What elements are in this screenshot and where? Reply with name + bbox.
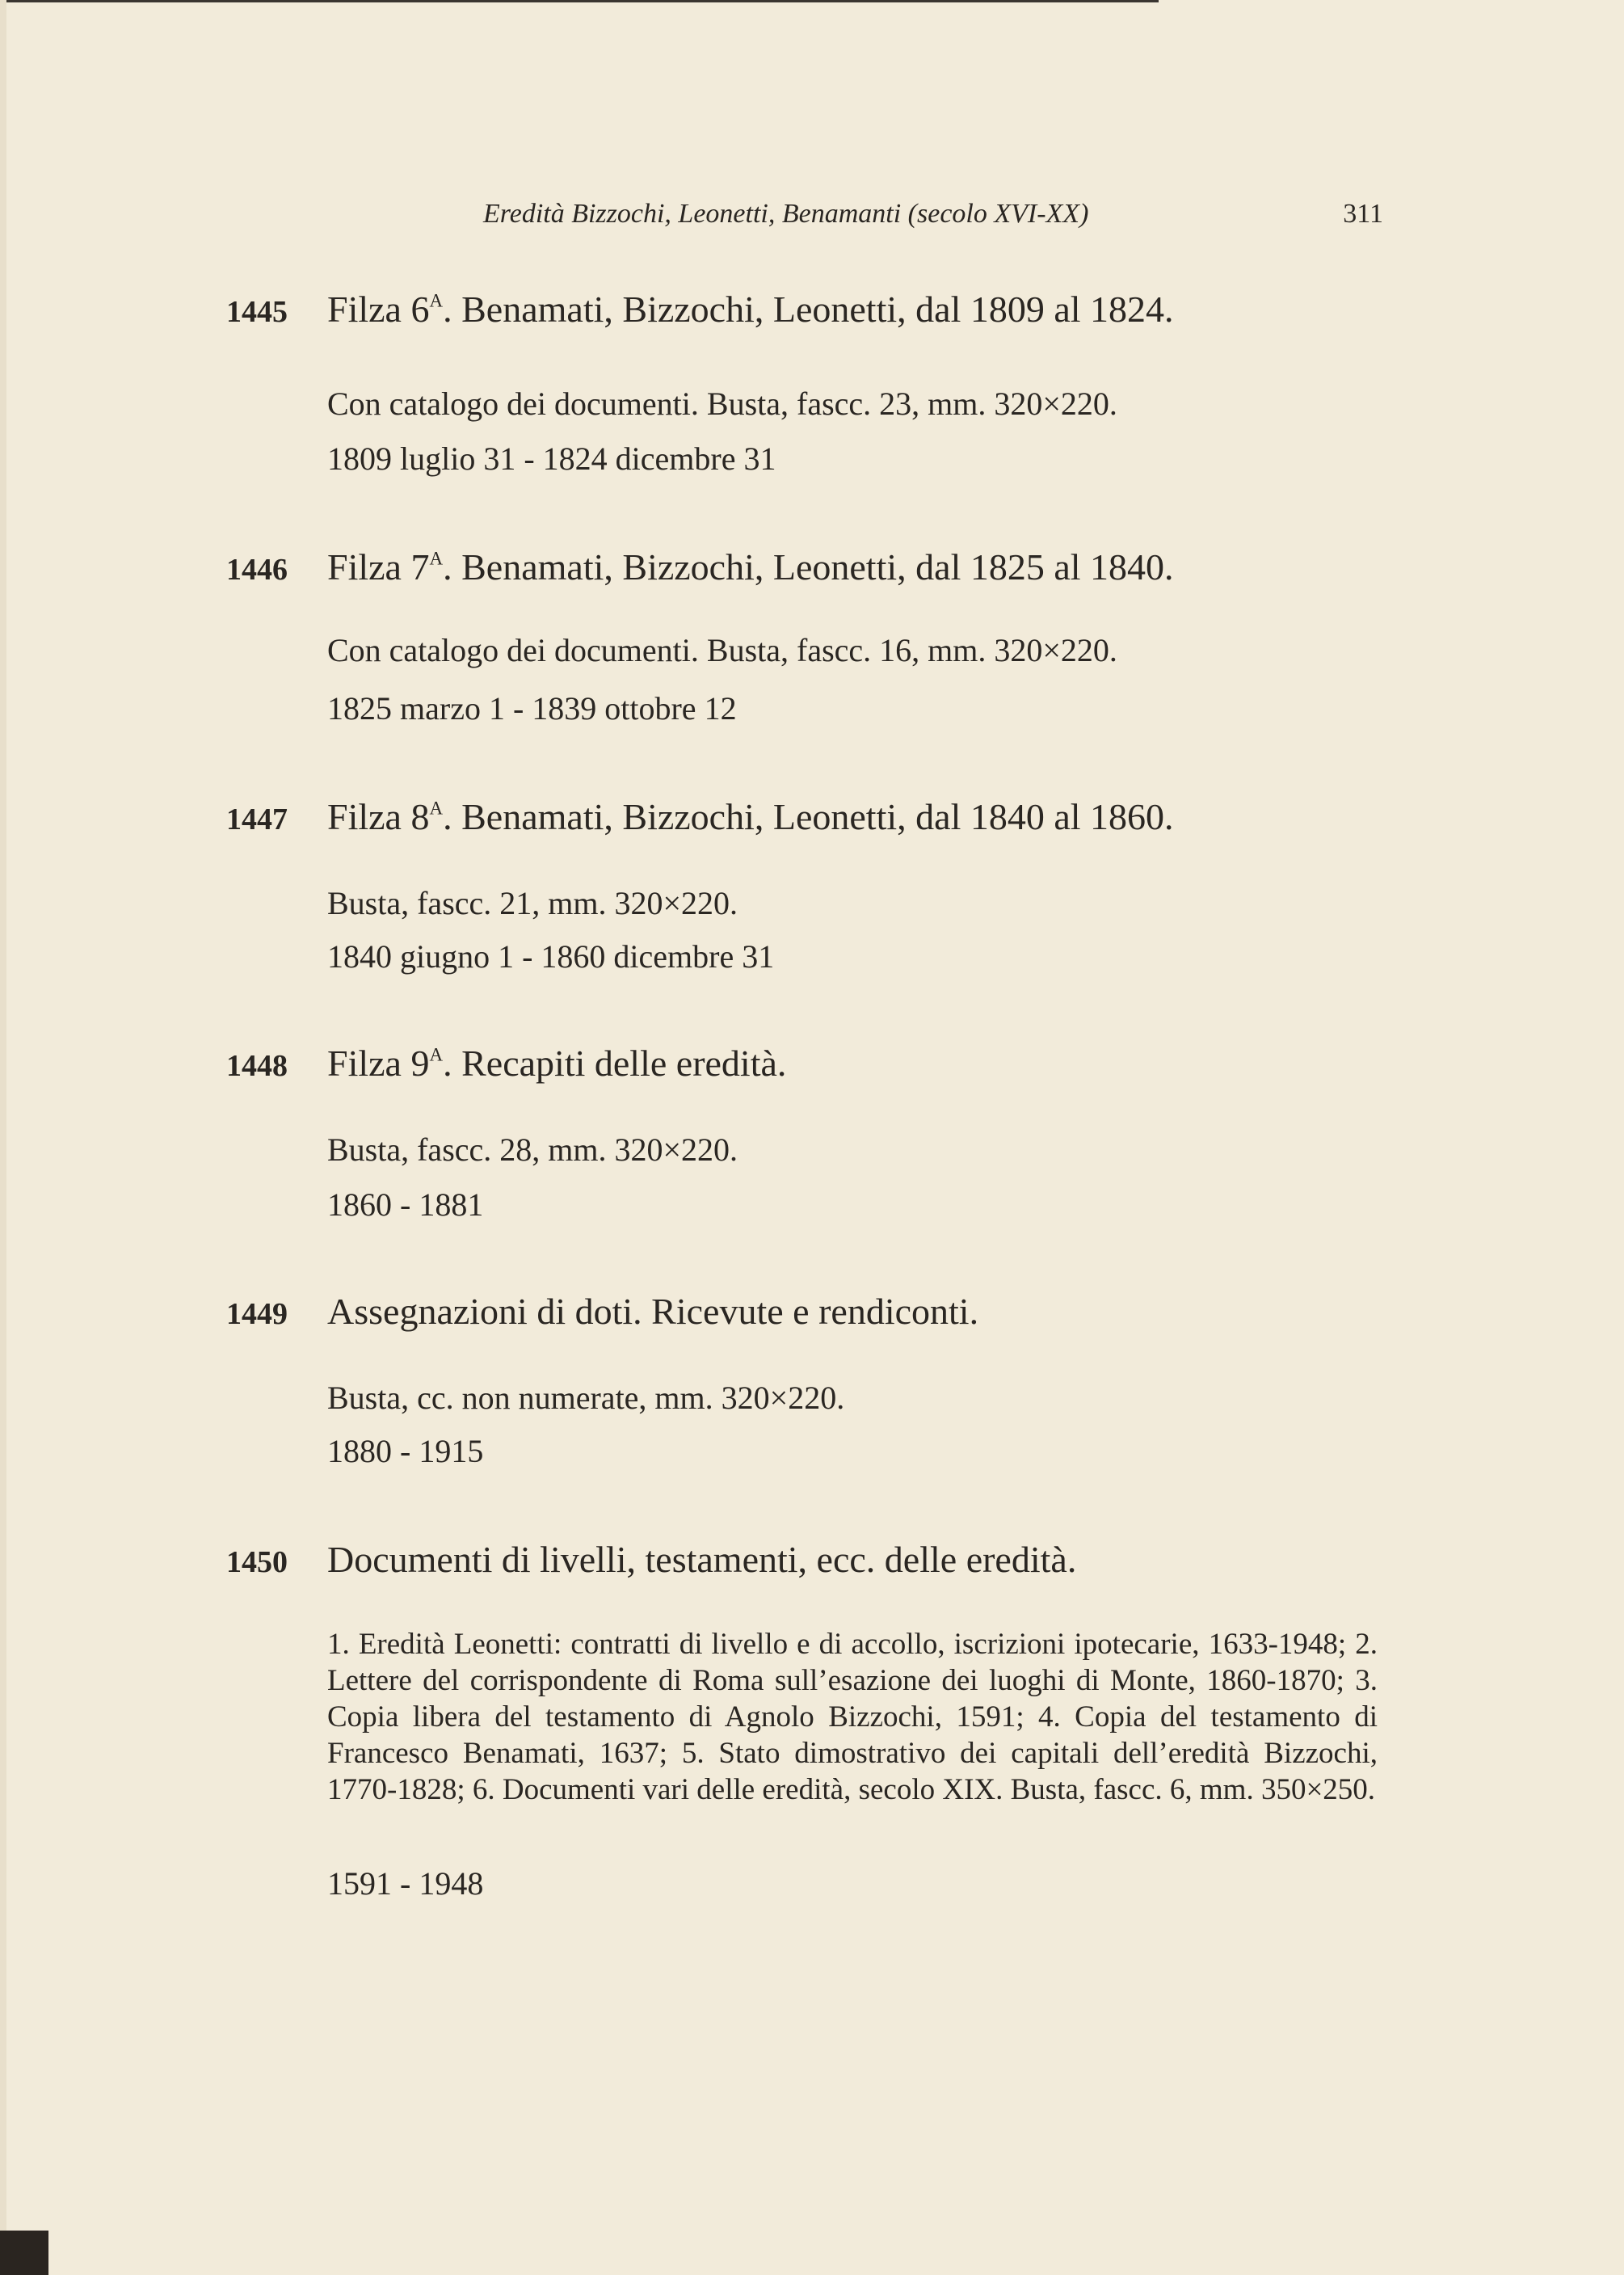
entry-number: 1445	[226, 295, 288, 329]
entry-dates: 1840 giugno 1 - 1860 dicembre 31	[327, 938, 775, 975]
header-rule	[0, 0, 1159, 2]
entry-number: 1449	[226, 1297, 288, 1331]
entry-dates: 1591 - 1948	[327, 1865, 484, 1902]
page-number: 311	[1343, 199, 1383, 229]
entry-description: Busta, fascc. 21, mm. 320×220.	[327, 885, 738, 921]
entry-number: 1448	[226, 1049, 288, 1083]
entry-title: Filza $6^A$. Benamati, Bizzochi, Leonetti, dal 1809 al 1824.	[327, 289, 1174, 330]
entry-number: 1446	[226, 553, 288, 587]
entry-description: 1. Eredità Leonetti: contratti di livello e di accollo, iscrizioni ipotecarie, 1633-1948; 2. Lettere del corrispondente di Roma sull’esazione dei luoghi di Monte, 1860-1870; 3. Copia libera del testamento di Agnolo Bizzochi, 1591; 4. Copia del testamento di Francesco Benamati, 1637; 5. Stato dimostrativo dei capitali dell’eredità Bizzochi, 1770-1828; 6. Documenti vari delle eredità, secolo XIX. Busta, fascc. 6, mm. 350×250.	[327, 1628, 1378, 1806]
entry-title: Filza $7^A$. Benamati, Bizzochi, Leonetti, dal 1825 al 1840.	[327, 546, 1174, 588]
entry-title: Filza $9^A$. Recapiti delle eredità.	[327, 1043, 787, 1084]
entry-dates: 1825 marzo 1 - 1839 ottobre 12	[327, 690, 737, 727]
page-edge	[0, 0, 6, 2275]
entry-dates: 1860 - 1881	[327, 1186, 484, 1223]
entry-dates: 1880 - 1915	[327, 1433, 484, 1469]
scan-edge	[0, 2231, 48, 2275]
entry-description: Con catalogo dei documenti. Busta, fascc. 16, mm. 320×220.	[327, 632, 1117, 668]
entry-description: Busta, cc. non numerate, mm. 320×220.	[327, 1380, 845, 1416]
entry-description: Con catalogo dei documenti. Busta, fascc. 23, mm. 320×220.	[327, 385, 1117, 422]
entry-number: 1447	[226, 803, 288, 836]
entry-title: Filza $8^A$. Benamati, Bizzochi, Leonetti, dal 1840 al 1860.	[327, 796, 1174, 837]
entry-title: Assegnazioni di doti. Ricevute e rendiconti.	[327, 1291, 979, 1332]
entry-description: Busta, fascc. 28, mm. 320×220.	[327, 1131, 738, 1168]
entry-title: Documenti di livelli, testamenti, ecc. delle eredità.	[327, 1539, 1077, 1580]
entry-number: 1450	[226, 1545, 288, 1579]
entry-dates: 1809 luglio 31 - 1824 dicembre 31	[327, 440, 776, 477]
running-header: Eredità Bizzochi, Leonetti, Benamanti (secolo XVI-XX)	[483, 199, 1089, 229]
